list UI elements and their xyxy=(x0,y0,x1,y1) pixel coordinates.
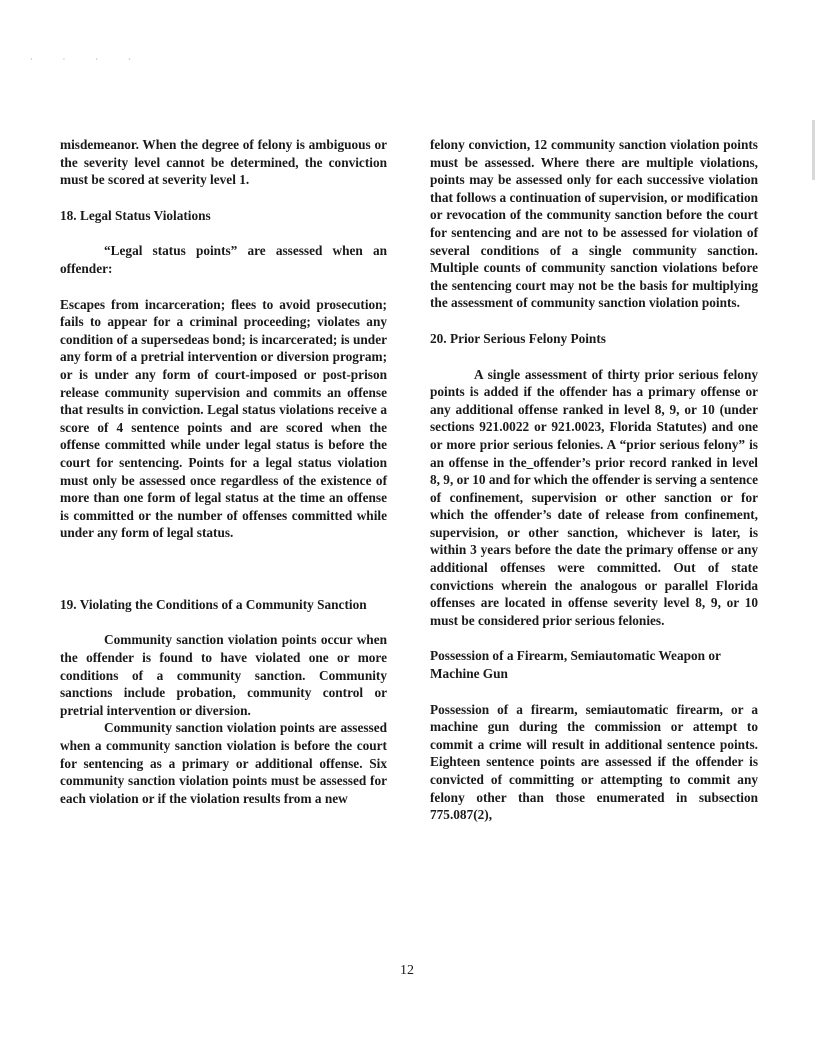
scan-specks: · · · · xyxy=(30,55,145,64)
section-19-paragraph-2: Community sanction violation points are assessed when a community sanction violation is before the court for sentencing as a primary or additional offense. Six community sanction violation points must be assessed for each violation or if the violation results from a new xyxy=(60,720,387,806)
section-20-paragraph-1: A single assessment of thirty prior serious felony points is added if the offender has a primary offense or any additional offense ranked in level 8, 9, or 10 (under sections 921.0022 or 921.0023, Florida Statutes) and one or more prior serious felonies. A “prior serious felony” is an offense in the_offender’s prior record ranked in level 8, 9, or 10 and for which the offender is serving a sentence of confinement, supervision or other sanction or for which the offender’s date of release from confinement, supervision, or other sanction, whichever is later, is within 3 years before the date the primary offense or any additional offenses were committed. Out of state convictions wherein the analogous or parallel Florida offenses are located in offense severity level 8, 9, or 10 must be considered prior serious felonies. xyxy=(430,366,758,628)
right-column xyxy=(430,136,758,824)
firearm-paragraph-1: Possession of a firearm, semiautomatic firearm, or a machine gun during the commission or attempt to commit a crime will result in additional sentence points. Eighteen sentence points are assessed if the offender is convicted of committing or attempting to commit any felony other than those enumerated in subsection 775.087(2), xyxy=(430,701,758,823)
section-18-heading: 18. Legal Status Violations xyxy=(60,207,211,223)
continued-paragraph: felony conviction, 12 community sanction violation points must be assessed. Where there are multiple violations, points may be assessed only for each successive violation that follows a continuation of supervision, or modification or revocation of the community sanction before the court for sentencing and are not to be assessed for violation of several conditions of a single community sanction. Multiple counts of community sanction violations before the sentencing court may not be the basis for multiplying the assessment of community sanction violation points. xyxy=(430,137,758,311)
firearm-heading: Possession of a Firearm, Semiautomatic Weapon or Machine Gun xyxy=(430,648,721,682)
section-19-heading: 19. Violating the Conditions of a Community Sanction xyxy=(60,596,367,612)
intro-paragraph: misdemeanor. When the degree of felony is ambiguous or the severity level cannot be determined, the conviction must be scored at severity level 1. xyxy=(60,137,387,188)
section-19-paragraph-1: Community sanction violation points occur when the offender is found to have violated one or more conditions of a community sanction. Community sanctions include probation, community control or pretrial intervention or diversion. xyxy=(60,632,387,718)
left-column xyxy=(60,136,387,807)
scan-edge-mark xyxy=(812,120,815,180)
section-20-heading: 20. Prior Serious Felony Points xyxy=(430,330,606,346)
page-number: 12 xyxy=(400,963,414,978)
section-18-paragraph-2: Escapes from incarceration; flees to avoid prosecution; fails to appear for a criminal proceeding; violates any condition of a supersedeas bond; is incarcerated; is under any form of a pretrial intervention or diversion program; or is under any form of court-imposed or post-prison release community supervision and commits an offense that results in conviction. Legal status violations receive a score of 4 sentence points and are scored when the offense committed while under legal status is before the court for sentencing. Points for a legal status violation must only be assessed once regardless of the existence of more than one form of legal status at the time an offense is committed or the number of offenses committed while under any form of legal status. xyxy=(60,296,387,541)
section-18-paragraph-1: “Legal status points” are assessed when an offender: xyxy=(60,243,387,276)
